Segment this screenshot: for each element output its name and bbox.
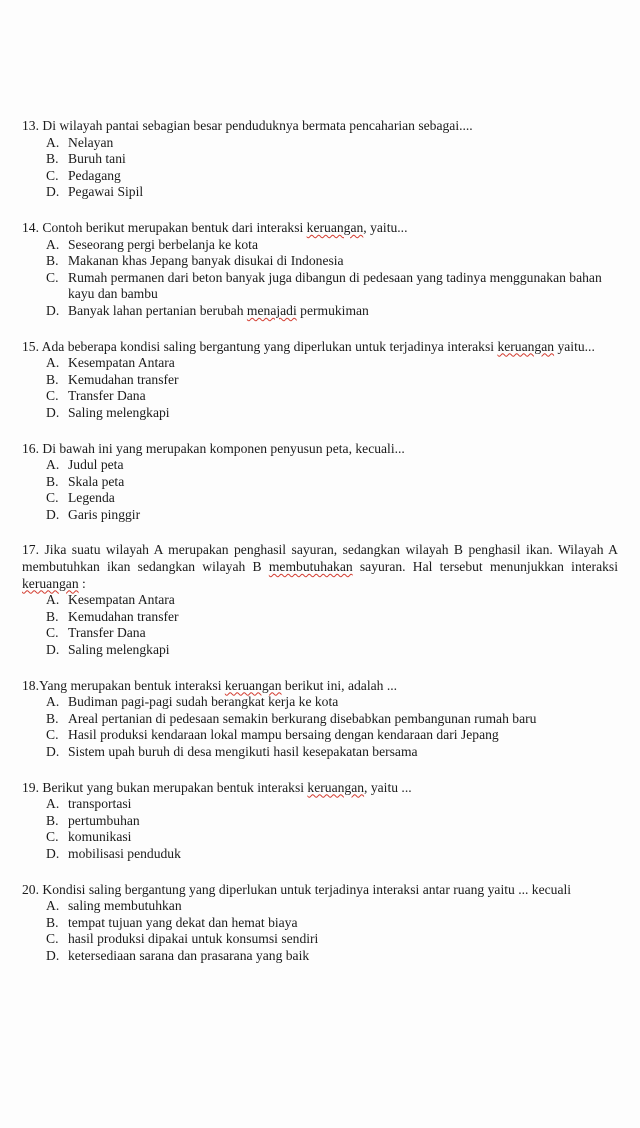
option-letter: D.: [46, 947, 60, 963]
option-letter: B.: [46, 914, 59, 930]
answer-option-c: [46, 270, 618, 303]
option-text: saling membutuhkan: [68, 898, 182, 914]
option-letter: A.: [46, 898, 60, 914]
answer-option-c: [46, 625, 618, 642]
spellcheck-underline: menajadi: [246, 302, 297, 318]
option-letter: C.: [46, 625, 59, 641]
option-letter: B.: [46, 710, 59, 726]
answer-option-d: [46, 744, 618, 761]
answer-options: [22, 796, 618, 862]
answer-option-a: [46, 694, 618, 711]
option-letter: A.: [46, 694, 60, 710]
answer-option-b: [46, 609, 618, 626]
option-text: Kemudahan transfer: [68, 371, 179, 387]
question-number: 19.: [22, 779, 39, 795]
answer-option-a: [46, 592, 618, 609]
answer-option-d: [46, 303, 618, 320]
option-text: Banyak lahan pertanian berubah menajadi permukiman: [68, 302, 369, 318]
answer-option-c: [46, 490, 618, 507]
option-text: komunikasi: [68, 829, 132, 845]
question-text: 18.Yang merupakan bentuk interaksi keruangan berikut ini, adalah ...: [22, 677, 398, 693]
answer-option-c: [46, 931, 618, 948]
option-letter: A.: [46, 592, 60, 608]
spellcheck-underline: keruangan: [497, 338, 555, 354]
option-letter: D.: [46, 744, 60, 759]
option-text: Kesempatan Antara: [68, 355, 175, 371]
spellcheck-underline: membutuhakan: [268, 559, 353, 575]
question-text: 19. Berikut yang bukan merupakan bentuk interaksi keruangan, yaitu ...: [22, 779, 412, 795]
option-text: Kesempatan Antara: [68, 592, 175, 608]
option-letter: A.: [46, 236, 60, 252]
question-text: 16. Di bawah ini yang merupakan komponen penyusun peta, kecuali...: [22, 440, 405, 456]
option-text: Areal pertanian di pedesaan semakin berkurang disebabkan pembangunan rumah baru: [68, 710, 537, 726]
option-letter: C.: [46, 167, 59, 183]
answer-option-d: [46, 405, 618, 422]
answer-option-a: [46, 135, 618, 152]
option-letter: A.: [46, 457, 60, 473]
option-text: Skala peta: [68, 473, 125, 489]
answer-option-a: [46, 457, 618, 474]
option-text: tempat tujuan yang dekat dan hemat biaya: [68, 914, 298, 930]
spellcheck-underline: keruangan: [306, 219, 364, 235]
answer-options: [22, 592, 618, 658]
question-15: [22, 339, 618, 422]
option-text: pertumbuhan: [68, 812, 140, 828]
answer-option-a: [46, 796, 618, 813]
question-list: [22, 118, 618, 984]
answer-options: [22, 457, 618, 523]
option-letter: D.: [46, 642, 60, 658]
answer-option-a: [46, 237, 618, 254]
question-number: 17.: [22, 542, 39, 558]
question-19: [22, 780, 618, 863]
question-number: 14.: [22, 219, 39, 235]
option-text: Hasil produksi kendaraan lokal mampu bersaing dengan kendaraan dari Jepang: [68, 727, 499, 743]
option-letter: A.: [46, 355, 60, 371]
spellcheck-underline: keruangan: [22, 575, 79, 591]
question-14: [22, 220, 618, 320]
option-text: Kemudahan transfer: [68, 608, 179, 624]
question-number: 13.: [22, 118, 39, 133]
option-letter: C.: [46, 490, 59, 506]
question-18: [22, 678, 618, 761]
answer-option-c: [46, 168, 618, 185]
option-text: Budiman pagi-pagi sudah berangkat kerja ke kota: [68, 694, 339, 710]
option-text: Transfer Dana: [68, 388, 146, 404]
answer-option-d: [46, 846, 618, 863]
answer-option-d: [46, 184, 618, 201]
option-letter: C.: [46, 269, 59, 285]
spellcheck-underline: keruangan: [224, 677, 282, 693]
answer-option-b: [46, 711, 618, 728]
answer-option-b: [46, 915, 618, 932]
option-text: Rumah permanen dari beton banyak juga dibangun di pedesaan yang tadinya menggunakan bahan kayu dan bambu: [68, 269, 602, 302]
answer-option-c: [46, 388, 618, 405]
answer-option-a: [46, 898, 618, 915]
answer-option-b: [46, 151, 618, 168]
option-letter: B.: [46, 473, 59, 489]
option-letter: B.: [46, 151, 59, 167]
question-text: 14. Contoh berikut merupakan bentuk dari interaksi keruangan, yaitu...: [22, 219, 408, 235]
answer-option-b: [46, 474, 618, 491]
option-letter: B.: [46, 253, 59, 269]
option-text: Pedagang: [68, 167, 121, 183]
option-text: hasil produksi dipakai untuk konsumsi sendiri: [68, 931, 319, 947]
option-letter: D.: [46, 302, 60, 318]
option-letter: C.: [46, 931, 59, 947]
option-text: Saling melengkapi: [68, 404, 170, 420]
option-text: Transfer Dana: [68, 625, 146, 641]
answer-option-b: [46, 372, 618, 389]
answer-options: [22, 898, 618, 964]
option-text: Legenda: [68, 490, 115, 506]
question-20: [22, 882, 618, 965]
option-letter: C.: [46, 727, 59, 743]
answer-option-d: [46, 642, 618, 659]
option-text: mobilisasi penduduk: [68, 845, 181, 861]
option-letter: B.: [46, 371, 59, 387]
option-text: ketersediaan sarana dan prasarana yang baik: [68, 947, 310, 963]
option-text: Nelayan: [68, 134, 114, 150]
option-letter: B.: [46, 608, 59, 624]
option-text: Sistem upah buruh di desa mengikuti hasil kesepakatan bersama: [68, 744, 418, 759]
option-text: Garis pinggir: [68, 506, 141, 522]
option-text: Buruh tani: [68, 151, 126, 167]
option-letter: D.: [46, 506, 60, 522]
question-number: 20.: [22, 881, 39, 897]
answer-options: [22, 355, 618, 421]
question-16: [22, 441, 618, 524]
answer-option-a: [46, 355, 618, 372]
option-letter: D.: [46, 845, 60, 861]
answer-option-d: [46, 948, 618, 965]
option-letter: D.: [46, 184, 60, 200]
question-number: 18.: [22, 677, 39, 693]
option-letter: C.: [46, 388, 59, 404]
question-number: 15.: [22, 338, 39, 354]
option-letter: A.: [46, 796, 60, 812]
option-text: Pegawai Sipil: [68, 184, 144, 200]
question-text: 15. Ada beberapa kondisi saling bergantung yang diperlukan untuk terjadinya interaksi keruangan yaitu...: [22, 338, 595, 354]
spellcheck-underline: keruangan: [307, 779, 365, 795]
question-text: 17. Jika suatu wilayah A merupakan penghasil sayuran, sedangkan wilayah B penghasil ikan. Wilayah A membutuhkan ikan sedangkan wilayah B membutuhakan sayuran. Hal tersebut menunjukkan interaksi keruangan :: [22, 542, 618, 591]
answer-options: [22, 135, 618, 201]
option-letter: A.: [46, 134, 60, 150]
question-text: 20. Kondisi saling bergantung yang diperlukan untuk terjadinya interaksi antar ruang yaitu ... kecuali: [22, 881, 572, 897]
question-text: 13. Di wilayah pantai sebagian besar penduduknya bermata pencaharian sebagai....: [22, 118, 473, 133]
answer-option-b: [46, 813, 618, 830]
option-letter: D.: [46, 404, 60, 420]
answer-options: [22, 694, 618, 760]
option-letter: B.: [46, 812, 59, 828]
option-text: Judul peta: [68, 457, 124, 473]
answer-option-b: [46, 253, 618, 270]
option-text: transportasi: [68, 796, 132, 812]
question-13: [22, 118, 618, 201]
answer-options: [22, 237, 618, 320]
option-text: Makanan khas Jepang banyak disukai di Indonesia: [68, 253, 344, 269]
answer-option-d: [46, 507, 618, 524]
answer-option-c: [46, 727, 618, 744]
option-text: Seseorang pergi berbelanja ke kota: [68, 236, 258, 252]
answer-option-c: [46, 829, 618, 846]
question-17: [22, 542, 618, 658]
question-number: 16.: [22, 440, 39, 456]
option-letter: C.: [46, 829, 59, 845]
option-text: Saling melengkapi: [68, 642, 170, 658]
